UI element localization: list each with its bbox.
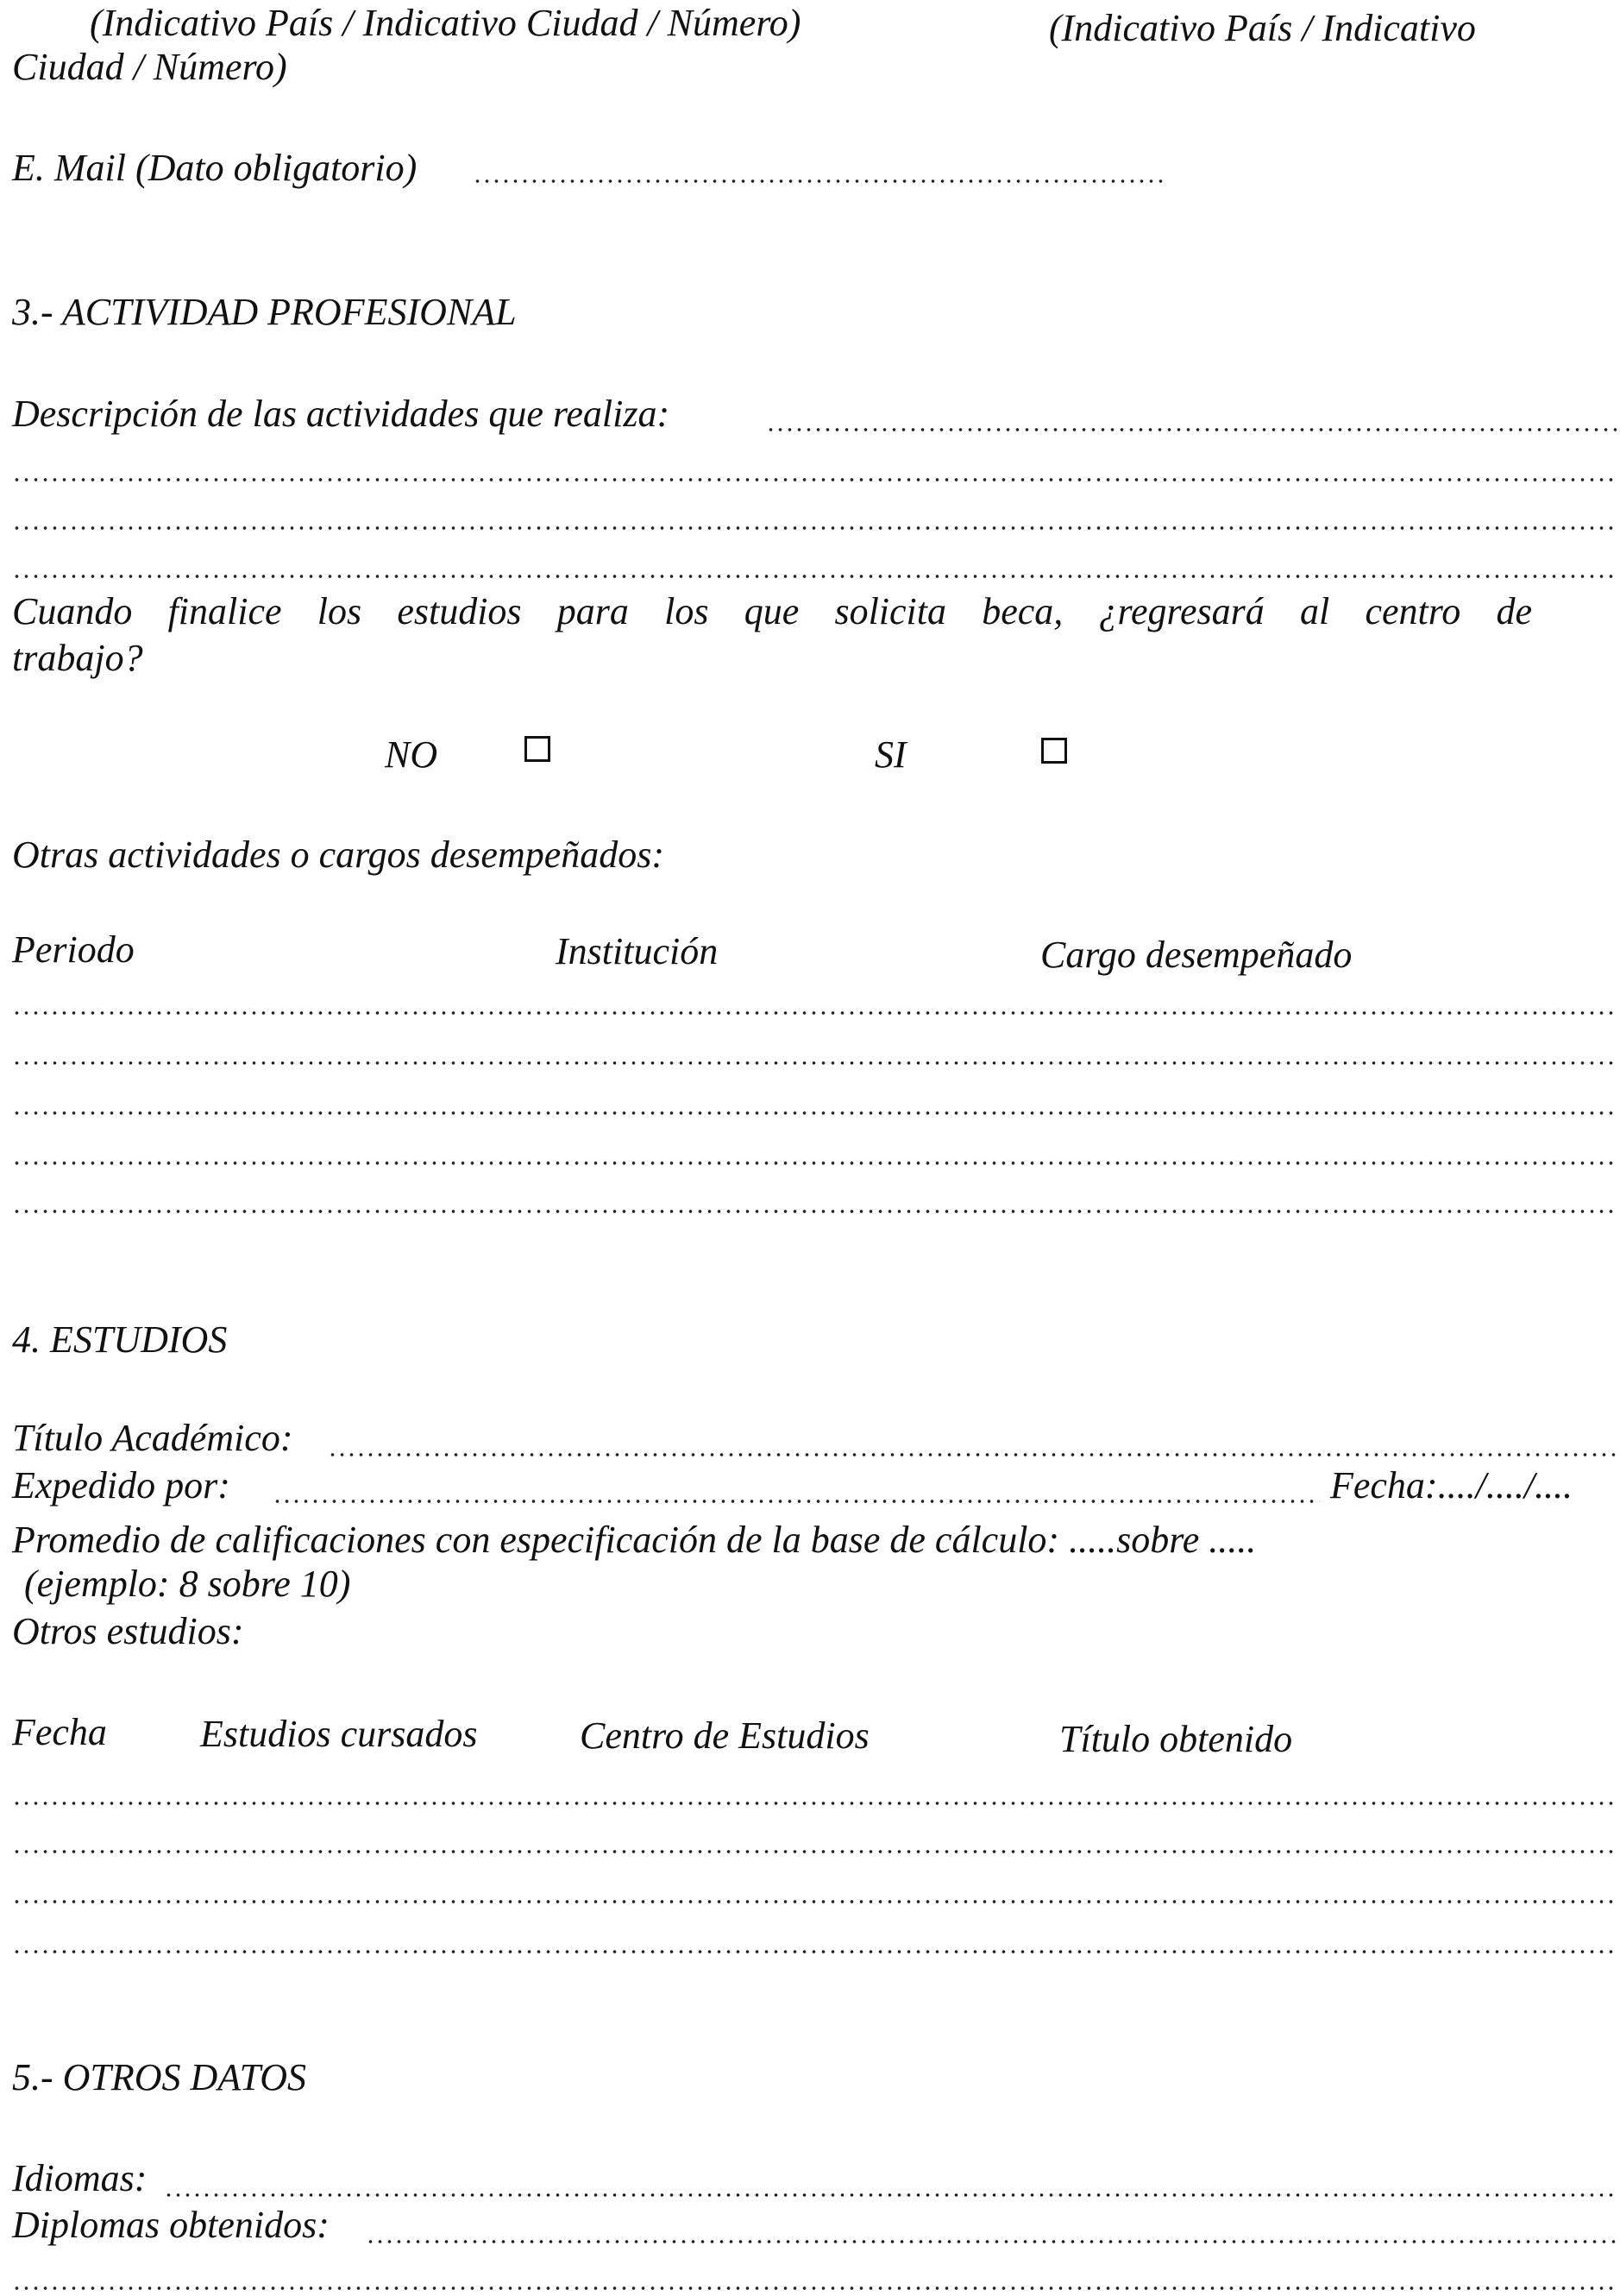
return-question: Cuando finalice los estudios para los que solicita beca, ¿regresará al centro de — [12, 590, 1532, 632]
issued-by-label: Expedido por: — [12, 1464, 230, 1507]
phone-format-label-2: (Indicativo País / Indicativo — [1049, 7, 1476, 49]
option-no-label: NO — [385, 733, 438, 776]
grade-average-label: Promedio de calificaciones con especificación de la base de cálculo: .....sobre ..... — [12, 1519, 1257, 1561]
diplomas-line[interactable] — [12, 2285, 1617, 2292]
email-label: E. Mail (Dato obligatorio) — [12, 147, 418, 189]
academic-title-label: Título Académico: — [12, 1417, 293, 1459]
return-question-cont: trabajo? — [12, 637, 143, 679]
section-5-title: 5.- OTROS DATOS — [12, 2056, 307, 2098]
activities-table-row[interactable] — [12, 1010, 1617, 1016]
column-header-centro: Centro de Estudios — [580, 1714, 870, 1757]
academic-title-field[interactable] — [328, 1451, 1617, 1458]
studies-table-row[interactable] — [12, 1848, 1617, 1855]
option-no-checkbox[interactable] — [524, 736, 550, 762]
diplomas-label: Diplomas obtenidos: — [12, 2204, 330, 2246]
phone-format-label-2-cont: Ciudad / Número) — [12, 46, 287, 88]
option-si-label: SI — [875, 733, 907, 776]
column-header-cargo: Cargo desempeñado — [1040, 934, 1353, 976]
option-si-checkbox[interactable] — [1041, 738, 1067, 764]
activities-description-line[interactable] — [12, 573, 1617, 580]
column-header-titulo: Título obtenido — [1059, 1718, 1293, 1760]
section-3-title: 3.- ACTIVIDAD PROFESIONAL — [12, 291, 517, 333]
diplomas-field[interactable] — [366, 2238, 1617, 2245]
languages-label: Idiomas: — [12, 2157, 148, 2199]
studies-table-row[interactable] — [12, 1898, 1617, 1905]
studies-table-row[interactable] — [12, 1948, 1617, 1955]
activities-description-line[interactable] — [12, 476, 1617, 483]
phone-format-label-1: (Indicativo País / Indicativo Ciudad / Número) — [90, 2, 801, 44]
activities-description-label: Descripción de las actividades que realiza: — [12, 393, 670, 435]
column-header-periodo: Periodo — [12, 928, 135, 971]
email-field[interactable] — [473, 178, 1163, 185]
studies-table-row[interactable] — [12, 1800, 1617, 1807]
column-header-institucion: Institución — [556, 930, 719, 972]
other-studies-label: Otros estudios: — [12, 1610, 244, 1652]
languages-field[interactable] — [164, 2192, 1617, 2198]
column-header-estudios: Estudios cursados — [200, 1713, 478, 1755]
issue-date-field[interactable]: Fecha:..../..../.... — [1330, 1464, 1573, 1507]
issued-by-field[interactable] — [273, 1498, 1320, 1505]
activities-table-row[interactable] — [12, 1208, 1617, 1215]
column-header-fecha: Fecha — [12, 1711, 107, 1753]
activities-description-field[interactable] — [766, 426, 1617, 433]
activities-description-line[interactable] — [12, 525, 1617, 532]
section-4-title: 4. ESTUDIOS — [12, 1318, 228, 1361]
other-activities-label: Otras actividades o cargos desempeñados: — [12, 833, 665, 876]
activities-table-row[interactable] — [12, 1110, 1617, 1117]
grade-average-example: (ejemplo: 8 sobre 10) — [24, 1563, 351, 1605]
activities-table-row[interactable] — [12, 1160, 1617, 1167]
activities-table-row[interactable] — [12, 1060, 1617, 1066]
